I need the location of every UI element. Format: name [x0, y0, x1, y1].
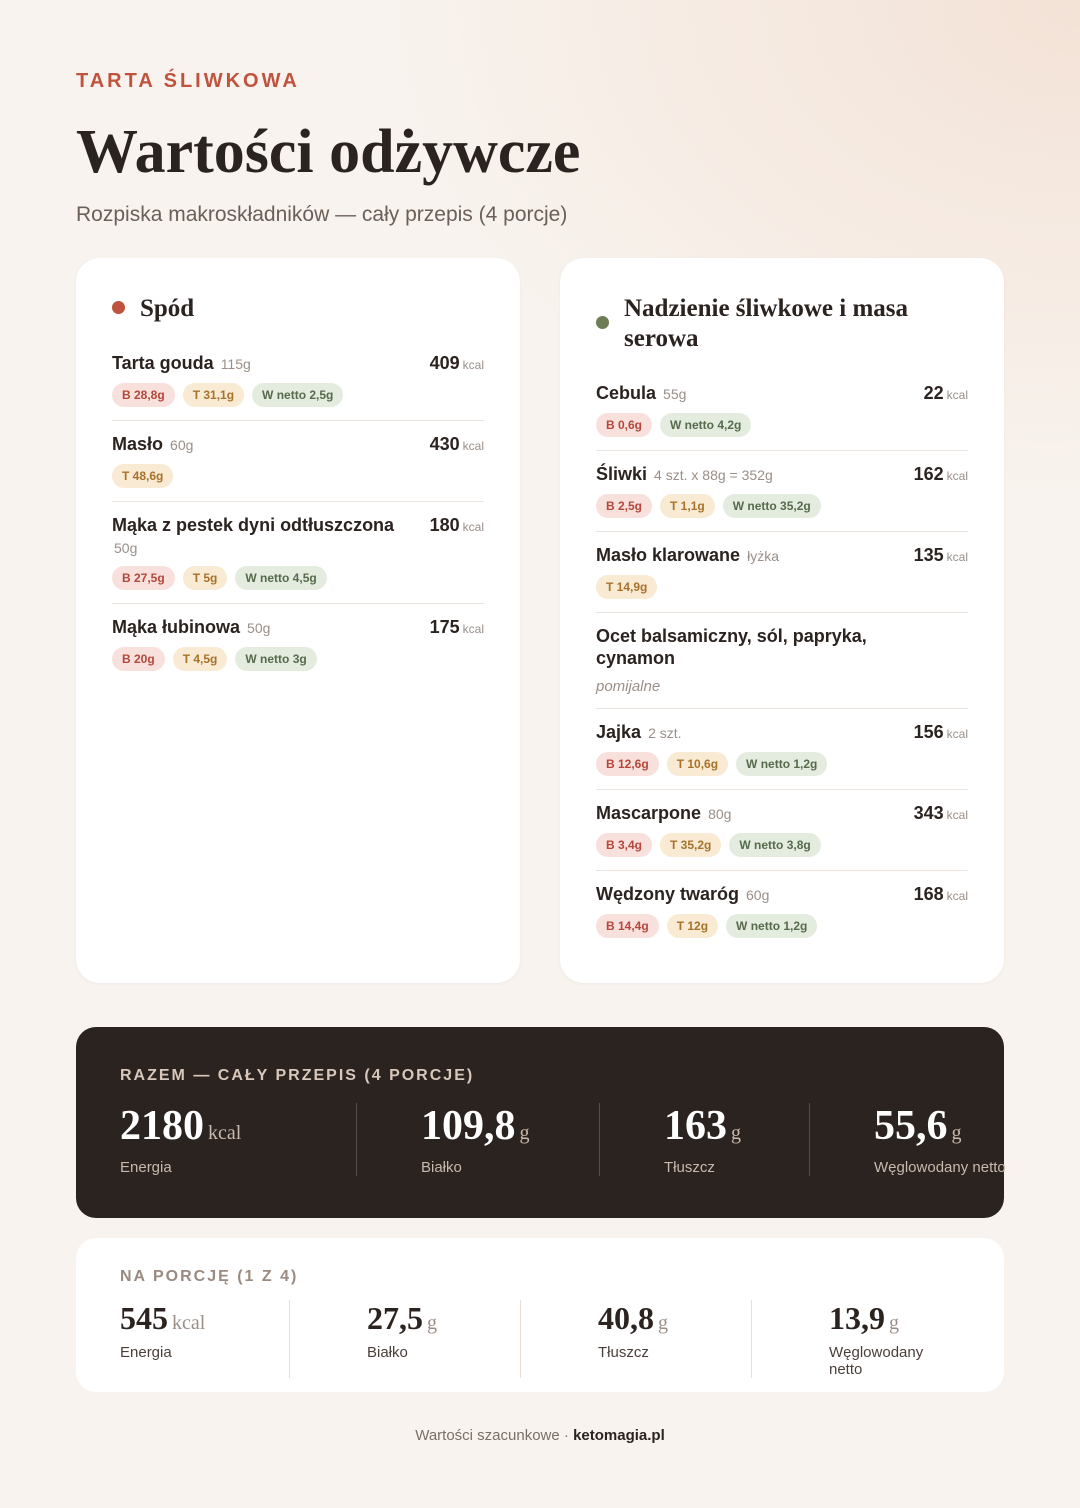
section-dot-icon — [112, 301, 125, 314]
protein-badge: B 27,5g — [112, 566, 175, 590]
total-stat-value-row — [874, 1103, 1048, 1149]
total-stat-value: 163 — [664, 1103, 727, 1149]
ingredient-kcal — [430, 433, 484, 457]
ingredient-name: Tarta gouda — [112, 353, 214, 373]
kcal-unit: kcal — [946, 550, 968, 564]
total-stat-value: 55,6 — [874, 1103, 948, 1149]
footer — [0, 1427, 1080, 1444]
ingredient-name: Jajka — [596, 722, 642, 742]
section-card-filling — [560, 258, 1004, 983]
ingredient-name: Mascarpone — [596, 803, 702, 823]
per-portion-label: Węglowodany netto — [829, 1344, 924, 1378]
ingredient-name: Mąka z pestek dyni odtłuszczona — [112, 515, 395, 535]
per-portion-stat — [289, 1300, 520, 1378]
per-portion-stat — [520, 1300, 751, 1378]
per-portion-panel — [76, 1238, 1004, 1392]
fat-badge: T 14,9g — [596, 575, 657, 599]
ingredient-row-top — [596, 463, 968, 487]
ingredient-kcal — [914, 802, 968, 826]
per-portion-value-row — [367, 1300, 520, 1336]
ingredient-name-wrap — [112, 616, 270, 639]
ingredient-row-top — [112, 352, 484, 376]
total-stat — [809, 1103, 1048, 1176]
protein-badge: B 2,5g — [596, 494, 652, 518]
footer-brand-link[interactable]: ketomagia.pl — [573, 1427, 665, 1444]
ingredient-kcal — [430, 514, 484, 538]
per-portion-unit: g — [889, 1312, 899, 1334]
per-portion-label: Energia — [120, 1344, 172, 1361]
fat-badge: T 31,1g — [183, 383, 244, 407]
per-portion-unit: g — [658, 1312, 668, 1334]
total-stat — [599, 1103, 809, 1176]
totals-label: RAZEM — CAŁY PRZEPIS (4 PORCJE) — [120, 1067, 475, 1084]
section-header — [112, 294, 484, 324]
total-stat-unit: g — [951, 1122, 962, 1144]
page-title: Wartości odżywcze — [76, 118, 581, 186]
total-stat-label: Węglowodany netto — [874, 1159, 1006, 1176]
ingredient-quantity: 2 szt. — [648, 725, 682, 741]
protein-badge: B 0,6g — [596, 413, 652, 437]
ingredient-quantity: 50g — [114, 540, 138, 556]
ingredient-kcal — [914, 721, 968, 745]
ingredient-kcal — [914, 544, 968, 568]
ingredient-name: Mąka łubinowa — [112, 617, 241, 637]
macro-badges — [112, 464, 484, 488]
ingredient-kcal — [914, 883, 968, 907]
fat-badge: T 48,6g — [112, 464, 173, 488]
total-stat-value-row — [120, 1103, 356, 1149]
recipe-name: TARTA ŚLIWKOWA — [76, 70, 300, 92]
ingredient-row — [112, 340, 484, 421]
fat-badge: T 10,6g — [667, 752, 728, 776]
kcal-value: 156 — [913, 722, 944, 742]
page-subtitle: Rozpiska makroskładników — cały przepis (4 porcje) — [76, 203, 568, 226]
macro-badges — [596, 575, 968, 599]
totals-stats — [120, 1103, 1006, 1176]
per-portion-stats — [120, 1300, 960, 1378]
ingredient-name: Ocet balsamiczny, sól, papryka, cynamon — [596, 626, 867, 668]
ingredient-name: Masło klarowane — [596, 545, 741, 565]
kcal-value: 175 — [429, 617, 460, 637]
net-carbs-badge: W netto 3g — [235, 647, 316, 671]
total-stat-value: 2180 — [120, 1103, 204, 1149]
section-dot-icon — [596, 316, 609, 329]
ingredient-row-top — [596, 802, 968, 826]
ingredient-name-wrap — [112, 433, 193, 456]
total-stat-label: Białko — [421, 1159, 462, 1176]
protein-badge: B 12,6g — [596, 752, 659, 776]
ingredient-quantity: łyżka — [747, 548, 779, 564]
footer-note: Wartości szacunkowe · — [415, 1427, 574, 1444]
ingredient-row-top — [112, 616, 484, 640]
per-portion-unit: g — [427, 1312, 437, 1334]
kcal-value: 409 — [429, 353, 460, 373]
ingredient-row-top — [596, 883, 968, 907]
macro-badges — [596, 494, 968, 518]
total-stat-unit: g — [731, 1122, 741, 1144]
ingredient-name-wrap — [596, 544, 779, 567]
per-portion-value: 13,9 — [829, 1300, 885, 1336]
per-portion-value-row — [598, 1300, 751, 1336]
total-stat — [120, 1103, 356, 1176]
section-header — [596, 294, 968, 354]
ingredient-list — [596, 370, 968, 951]
kcal-value: 168 — [913, 884, 944, 904]
ingredient-row-top — [596, 625, 968, 669]
ingredient-row — [596, 451, 968, 532]
protein-badge: B 3,4g — [596, 833, 652, 857]
macro-badges — [596, 752, 968, 776]
per-portion-label: Tłuszcz — [598, 1344, 649, 1361]
ingredient-kcal — [430, 352, 484, 376]
per-portion-value-row — [829, 1300, 960, 1336]
fat-badge: T 35,2g — [660, 833, 721, 857]
ingredient-name-wrap — [596, 883, 769, 906]
net-carbs-badge: W netto 1,2g — [736, 752, 827, 776]
macro-badges — [112, 383, 484, 407]
protein-badge: B 14,4g — [596, 914, 659, 938]
kcal-value: 343 — [913, 803, 944, 823]
net-carbs-badge: W netto 4,5g — [235, 566, 326, 590]
ingredient-kcal — [914, 463, 968, 487]
fat-badge: T 12g — [667, 914, 718, 938]
kcal-unit: kcal — [946, 469, 968, 483]
ingredient-quantity: 4 szt. x 88g = 352g — [654, 467, 773, 483]
ingredient-name: Wędzony twaróg — [596, 884, 739, 904]
total-stat-label: Tłuszcz — [664, 1159, 715, 1176]
section-card-base — [76, 258, 520, 983]
ingredient-note: pomijalne — [596, 678, 661, 695]
ingredient-name-wrap — [112, 352, 251, 375]
fat-badge: T 5g — [183, 566, 228, 590]
ingredient-name-wrap — [596, 625, 896, 669]
fat-badge: T 1,1g — [660, 494, 715, 518]
kcal-value: 135 — [913, 545, 944, 565]
per-portion-value: 40,8 — [598, 1300, 654, 1336]
per-portion-stat — [120, 1300, 289, 1378]
total-stat-value-row — [664, 1103, 809, 1149]
per-portion-unit: kcal — [172, 1312, 206, 1334]
ingredient-list — [112, 340, 484, 684]
ingredient-name-wrap — [596, 382, 686, 405]
page-header — [76, 70, 1006, 227]
ingredient-row-top — [596, 382, 968, 406]
ingredient-name-wrap — [596, 802, 731, 825]
ingredient-name-wrap — [596, 463, 773, 486]
kcal-unit: kcal — [946, 727, 968, 741]
ingredient-name-wrap — [596, 721, 682, 744]
net-carbs-badge: W netto 1,2g — [726, 914, 817, 938]
macro-badges — [596, 833, 968, 857]
ingredient-quantity: 50g — [247, 620, 271, 636]
total-stat-value-row — [421, 1103, 599, 1149]
per-portion-value-row — [120, 1300, 289, 1336]
macro-badges — [112, 566, 484, 590]
ingredient-row — [596, 790, 968, 871]
protein-badge: B 28,8g — [112, 383, 175, 407]
ingredient-name: Masło — [112, 434, 164, 454]
macro-badges — [112, 647, 484, 671]
ingredient-quantity: 60g — [170, 437, 194, 453]
ingredient-row — [596, 532, 968, 613]
ingredient-row — [112, 604, 484, 684]
kcal-value: 180 — [429, 515, 460, 535]
ingredient-row — [596, 871, 968, 951]
ingredient-row — [596, 613, 968, 709]
totals-panel — [76, 1027, 1004, 1218]
fat-badge: T 4,5g — [173, 647, 228, 671]
ingredient-row-top — [112, 433, 484, 457]
per-portion-value: 27,5 — [367, 1300, 423, 1336]
kcal-unit: kcal — [462, 622, 484, 636]
net-carbs-badge: W netto 4,2g — [660, 413, 751, 437]
kcal-unit: kcal — [946, 808, 968, 822]
kcal-unit: kcal — [462, 520, 484, 534]
per-portion-label: Białko — [367, 1344, 408, 1361]
net-carbs-badge: W netto 35,2g — [723, 494, 821, 518]
macro-badges — [596, 413, 968, 437]
kcal-unit: kcal — [462, 439, 484, 453]
per-portion-stat — [751, 1300, 960, 1378]
kcal-unit: kcal — [946, 889, 968, 903]
total-stat — [356, 1103, 599, 1176]
ingredient-row-top — [112, 514, 484, 559]
ingredient-quantity: 55g — [663, 386, 687, 402]
kcal-unit: kcal — [462, 358, 484, 372]
total-stat-value: 109,8 — [421, 1103, 516, 1149]
ingredient-quantity: 80g — [708, 806, 732, 822]
ingredient-row — [112, 502, 484, 604]
ingredient-quantity: 115g — [220, 356, 251, 372]
kcal-value: 430 — [429, 434, 460, 454]
kcal-value: 22 — [923, 383, 944, 403]
section-title: Spód — [140, 295, 195, 322]
net-carbs-badge: W netto 2,5g — [252, 383, 343, 407]
kcal-value: 162 — [913, 464, 944, 484]
ingredient-name-wrap — [112, 514, 412, 559]
per-portion-value: 545 — [120, 1300, 168, 1336]
per-portion-label: NA PORCJĘ (1 Z 4) — [120, 1268, 299, 1285]
kcal-unit: kcal — [946, 388, 968, 402]
ingredient-row-top — [596, 544, 968, 568]
ingredient-kcal — [430, 616, 484, 640]
ingredient-kcal — [924, 382, 968, 406]
ingredient-name: Cebula — [596, 383, 657, 403]
ingredient-quantity: 60g — [746, 887, 770, 903]
total-stat-unit: kcal — [208, 1122, 242, 1144]
total-stat-label: Energia — [120, 1159, 172, 1176]
protein-badge: B 20g — [112, 647, 165, 671]
section-title: Nadzienie śliwkowe i masa serowa — [624, 295, 909, 352]
net-carbs-badge: W netto 3,8g — [729, 833, 820, 857]
ingredient-row-top — [596, 721, 968, 745]
ingredient-row — [596, 370, 968, 451]
ingredient-name: Śliwki — [596, 464, 648, 484]
ingredient-row — [596, 709, 968, 790]
total-stat-unit: g — [519, 1122, 530, 1144]
macro-badges — [596, 914, 968, 938]
ingredient-row — [112, 421, 484, 502]
